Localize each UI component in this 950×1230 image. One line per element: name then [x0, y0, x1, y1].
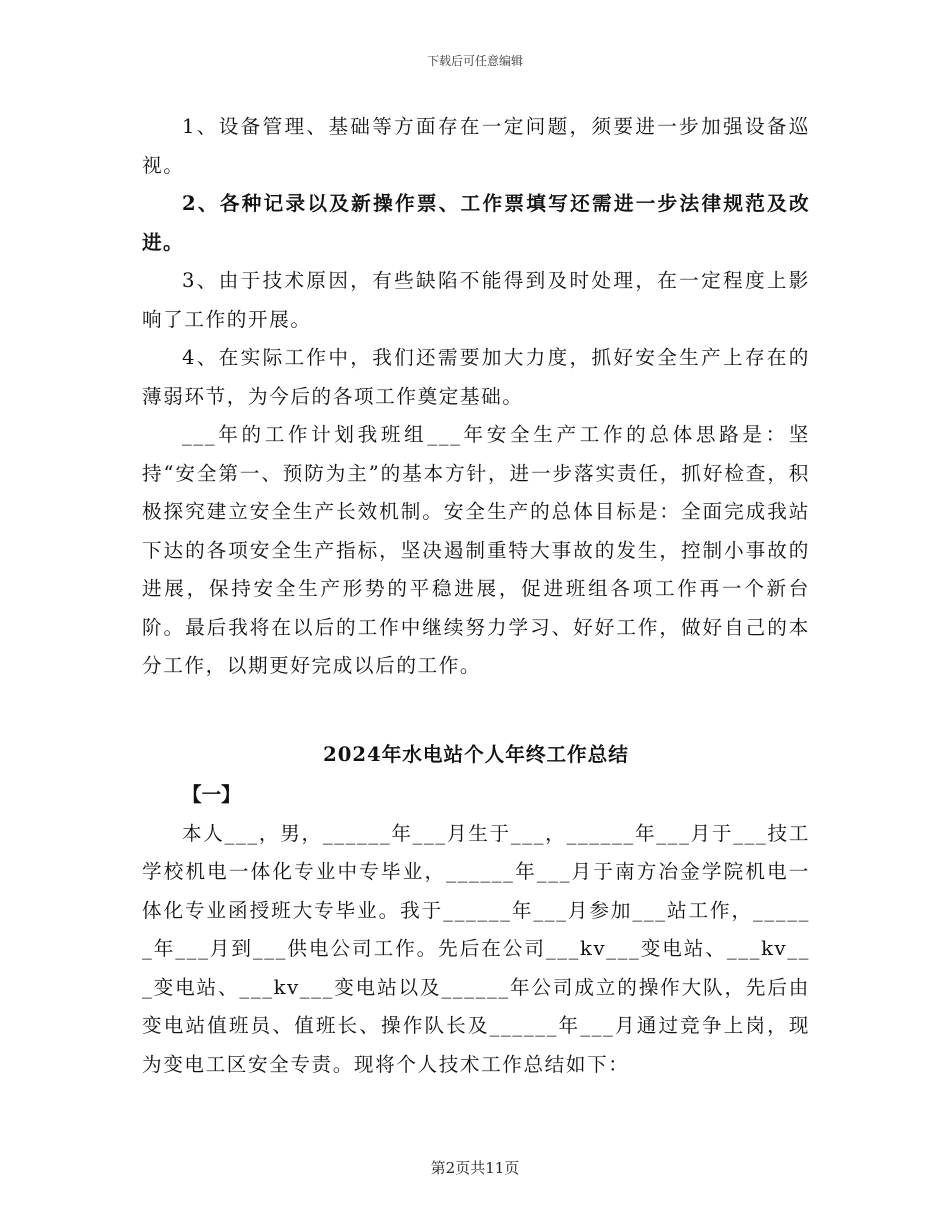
paragraph-item-3: 3、由于技术原因，有些缺陷不能得到及时处理，在一定程度上影响了工作的开展。	[142, 269, 810, 331]
document-body	[142, 108, 810, 1084]
section-title: 2024年水电站个人年终工作总结	[323, 742, 629, 766]
paragraph-item-4: 4、在实际工作中，我们还需要加大力度，抓好安全生产上存在的薄弱环节，为今后的各项工作奠定基础。	[142, 346, 810, 408]
section-body-paragraph: 本人___，男，______年___月生于___，______年___月于___技工学校机电一体化专业中专毕业，______年___月于南方冶金学院机电一体化专业函授班大专毕业。我于______年___月参加___站工作，______年___月到___供电公司工作。先后在公司___kv___变电站、___kv___变电站、___kv___变电站以及______年公司成立的操作大队，先后由变电站值班员、值班长、操作队长及______年___月通过竞争上岗，现为变电工区安全专责。现将个人技术工作总结如下：	[142, 821, 810, 1076]
paragraph-item-1: 1、设备管理、基础等方面存在一定问题，须要进一步加强设备巡视。	[142, 115, 810, 177]
section-subtitle: 【一】	[182, 782, 241, 806]
page-footer: 第2页共11页	[430, 1159, 520, 1177]
page-header: 下载后可任意编辑	[426, 54, 523, 68]
paragraph-item-2: 2、各种记录以及新操作票、工作票填写还需进一步法律规范及改进。	[142, 192, 810, 254]
paragraph-work-plan: ___年的工作计划我班组___年安全生产工作的总体思路是：坚持“安全第一、预防为主”的基本方针，进一步落实责任，抓好检查，积极探究建立安全生产长效机制。安全生产的总体目标是：全面完成我站下达的各项安全生产指标，坚决遏制重特大事故的发生，控制小事故的进展，保持安全生产形势的平稳进展，促进班组各项工作再一个新台阶。最后我将在以后的工作中继续努力学习、好好工作，做好自己的本分工作，以期更好完成以后的工作。	[142, 423, 810, 677]
